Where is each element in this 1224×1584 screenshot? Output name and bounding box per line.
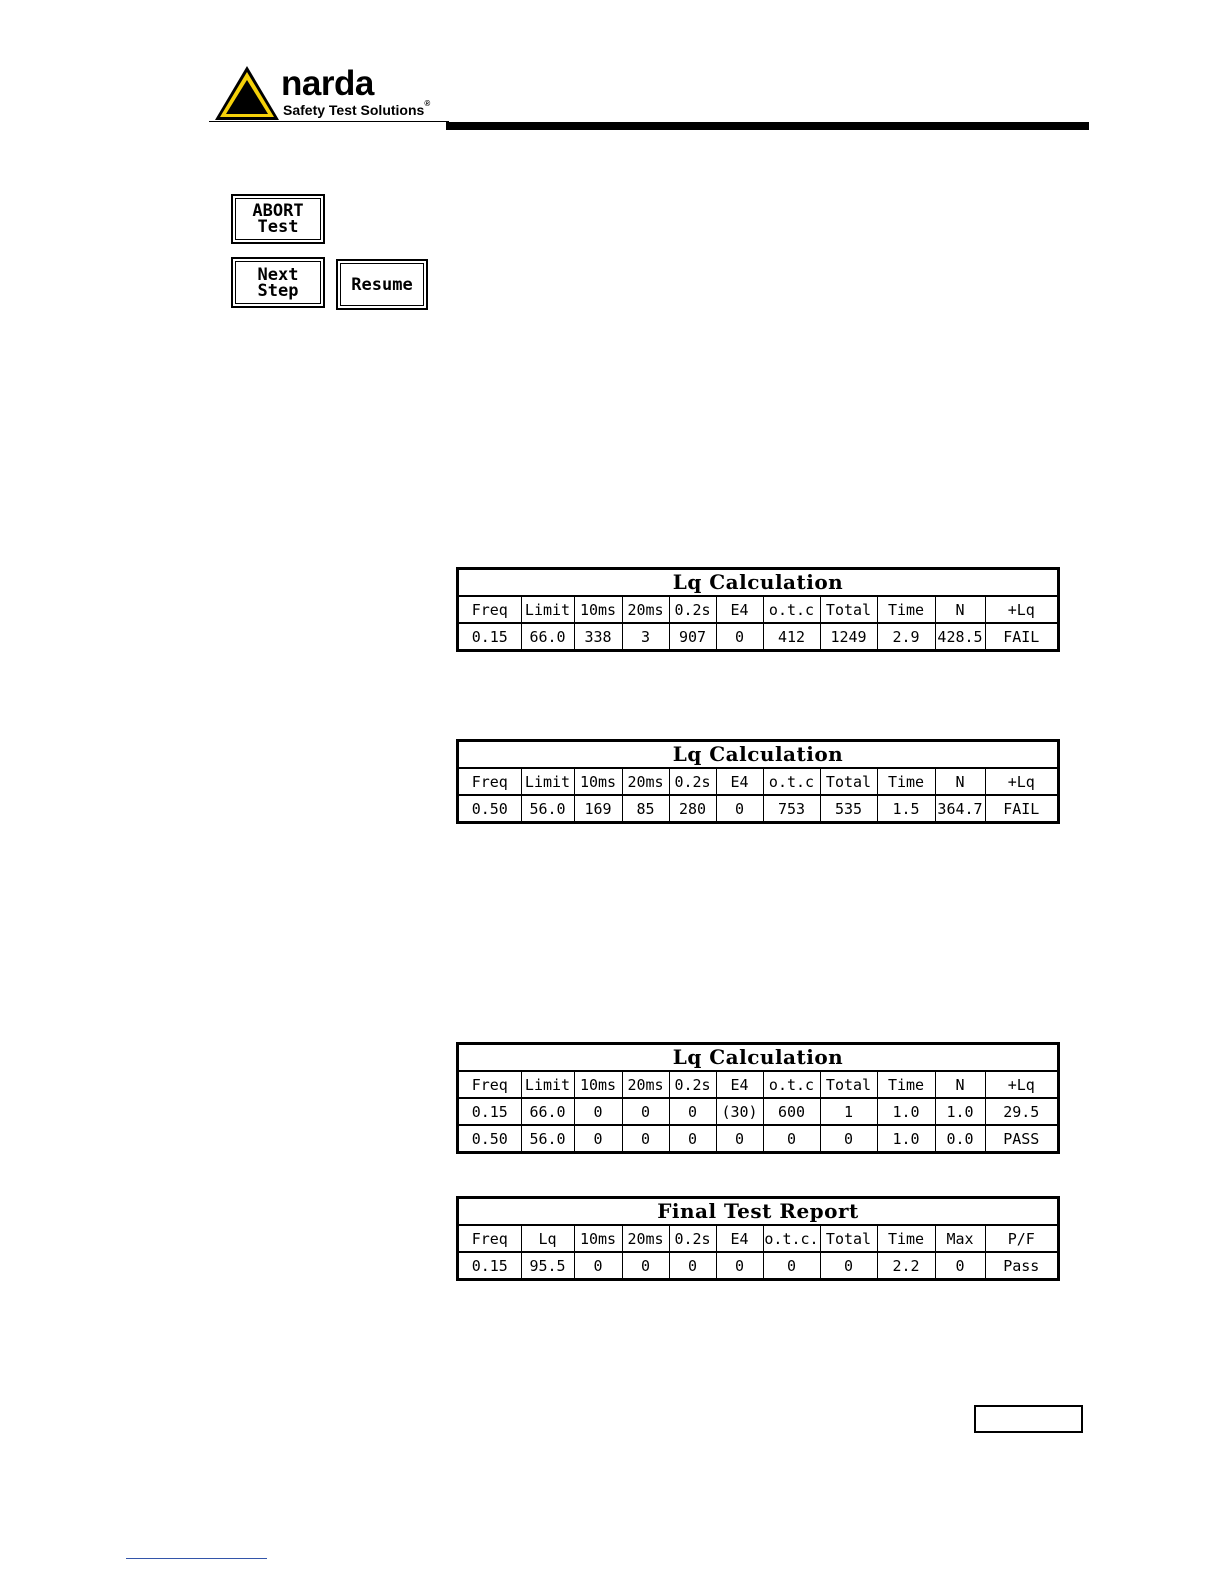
logo-name: narda [281, 64, 374, 103]
table-cell: 428.5 [935, 623, 985, 649]
abort-button-line-2: Test [257, 217, 299, 237]
table-cell: 29.5 [985, 1098, 1057, 1125]
header-row [459, 597, 1057, 623]
table-cell: 0 [935, 1252, 985, 1278]
column-header: 20ms [622, 597, 669, 623]
table-cell: 412 [763, 623, 820, 649]
table-cell: 907 [669, 623, 716, 649]
table-cell: 0 [574, 1098, 622, 1125]
column-header: Time [877, 769, 935, 795]
column-header: +Lq [1007, 600, 1035, 619]
column-header: N [935, 1072, 985, 1098]
table-cell: 753 [763, 795, 820, 821]
next-step-button[interactable] [231, 257, 325, 308]
header-rule-thick [446, 122, 1089, 130]
table-cell: 0.15 [459, 623, 521, 649]
table-cell: 2.9 [877, 623, 935, 649]
column-header: Freq [459, 1226, 521, 1252]
column-header: E4 [716, 1226, 763, 1252]
table-cell: 0 [716, 795, 763, 821]
table-row [459, 795, 1057, 821]
table-cell: FAIL [985, 795, 1057, 821]
table-cell: 1.0 [877, 1098, 935, 1125]
table-cell: 0 [622, 1125, 669, 1151]
column-header: 10ms [574, 597, 622, 623]
column-header: +Lq [1007, 1075, 1035, 1094]
column-header: o.t.c [763, 1072, 820, 1098]
next-button-line-2: Step [257, 280, 299, 301]
panel-title: Lq Calculation [459, 570, 1057, 597]
table-cell: 1249 [820, 623, 877, 649]
logo-tagline-text: Safety Test Solutions [283, 102, 425, 118]
table-cell: Pass [985, 1252, 1057, 1278]
column-header: Total [820, 769, 877, 795]
lq-table [459, 769, 1057, 821]
lq-calculation-panel-1 [456, 567, 1060, 652]
header-row [459, 1072, 1057, 1098]
column-header: E4 [716, 769, 763, 795]
abort-test-button[interactable] [231, 194, 325, 244]
lq-calculation-panel-3 [456, 1042, 1060, 1154]
page-number-box [974, 1405, 1083, 1433]
column-header: 20ms [622, 769, 669, 795]
table-cell: 0 [622, 1098, 669, 1125]
column-header: Limit [521, 769, 574, 795]
panel-title: Lq Calculation [459, 1045, 1057, 1072]
table-row [459, 1098, 1057, 1125]
table-cell: 56.0 [521, 795, 574, 821]
column-header: 0.2s [669, 1072, 716, 1098]
table-cell: 0 [716, 1125, 763, 1151]
table-cell: 66.0 [521, 1098, 574, 1125]
narda-logo [213, 64, 453, 126]
header-rule-thin [209, 121, 449, 122]
final-test-report-panel [456, 1196, 1060, 1281]
table-cell: 0 [820, 1252, 877, 1278]
column-header: Max [935, 1226, 985, 1252]
table-cell: 0 [763, 1125, 820, 1151]
table-cell: 0 [669, 1252, 716, 1278]
table-cell: 169 [574, 795, 622, 821]
table-cell: 1.0 [877, 1125, 935, 1151]
lq-table [459, 1072, 1057, 1151]
column-header: 10ms [574, 1226, 622, 1252]
resume-button[interactable] [336, 259, 428, 310]
header-row [459, 769, 1057, 795]
table-cell: 0.15 [459, 1098, 521, 1125]
table-cell: 66.0 [521, 623, 574, 649]
table-cell: 280 [669, 795, 716, 821]
column-header: 0.2s [669, 769, 716, 795]
registered-mark: ® [424, 99, 431, 108]
table-cell: 0 [574, 1125, 622, 1151]
table-cell: 0 [763, 1252, 820, 1278]
column-header: Lq [521, 1226, 574, 1252]
table-cell: 0.15 [459, 1252, 521, 1278]
column-header: o.t.c [763, 597, 820, 623]
resume-button-label: Resume [351, 274, 413, 295]
column-header: Freq [459, 597, 521, 623]
column-header: 0.2s [669, 597, 716, 623]
table-cell: 0.50 [459, 1125, 521, 1151]
logo-tagline [283, 99, 431, 118]
table-cell: 535 [820, 795, 877, 821]
table-row [459, 1252, 1057, 1278]
column-header: +Lq [1007, 772, 1035, 791]
column-header: Total [820, 1226, 877, 1252]
panel-title: Lq Calculation [459, 742, 1057, 769]
table-cell: FAIL [985, 623, 1057, 649]
column-header: o.t.c. [763, 1226, 820, 1252]
table-row [459, 623, 1057, 649]
table-cell: 3 [622, 623, 669, 649]
panel-title: Final Test Report [459, 1199, 1057, 1226]
table-row [459, 1125, 1057, 1151]
next-button-line-1: Next [257, 264, 299, 285]
column-header: Total [820, 597, 877, 623]
column-header: E4 [716, 1072, 763, 1098]
column-header: Time [877, 1072, 935, 1098]
table-cell: 0.50 [459, 795, 521, 821]
column-header: 20ms [622, 1072, 669, 1098]
header-row [459, 1226, 1057, 1252]
table-cell: 0.0 [935, 1125, 985, 1151]
column-header: o.t.c [763, 769, 820, 795]
table-cell: 0 [716, 1252, 763, 1278]
report-table [459, 1226, 1057, 1278]
column-header: Total [820, 1072, 877, 1098]
column-header: Limit [521, 597, 574, 623]
column-header: N [935, 597, 985, 623]
column-header: Freq [459, 1072, 521, 1098]
table-cell: 0 [574, 1252, 622, 1278]
lq-table [459, 597, 1057, 649]
lq-calculation-panel-2 [456, 739, 1060, 824]
footer-link-line [126, 1558, 267, 1559]
table-cell: PASS [985, 1125, 1057, 1151]
table-cell: 338 [574, 623, 622, 649]
table-cell: 1.0 [935, 1098, 985, 1125]
column-header: 20ms [622, 1226, 669, 1252]
column-header: E4 [716, 597, 763, 623]
table-cell: 0 [820, 1125, 877, 1151]
table-cell: 600 [763, 1098, 820, 1125]
column-header: Limit [521, 1072, 574, 1098]
table-cell: 56.0 [521, 1125, 574, 1151]
column-header: Time [877, 597, 935, 623]
table-cell: 1 [820, 1098, 877, 1125]
table-cell: 2.2 [877, 1252, 935, 1278]
table-cell: 0 [716, 623, 763, 649]
table-cell: 1.5 [877, 795, 935, 821]
column-header: 10ms [574, 1072, 622, 1098]
table-cell: 85 [622, 795, 669, 821]
table-cell: 0 [669, 1098, 716, 1125]
column-header: 0.2s [669, 1226, 716, 1252]
table-cell: 0 [622, 1252, 669, 1278]
table-cell: (30) [716, 1098, 763, 1125]
table-cell: 95.5 [521, 1252, 574, 1278]
table-cell: 364.7 [935, 795, 985, 821]
column-header: P/F [1007, 1229, 1035, 1248]
column-header: Time [877, 1226, 935, 1252]
column-header: 10ms [574, 769, 622, 795]
column-header: Freq [459, 769, 521, 795]
column-header: N [935, 769, 985, 795]
table-cell: 0 [669, 1125, 716, 1151]
warning-triangle-icon [213, 64, 281, 122]
abort-button-line-1: ABORT [252, 201, 304, 221]
